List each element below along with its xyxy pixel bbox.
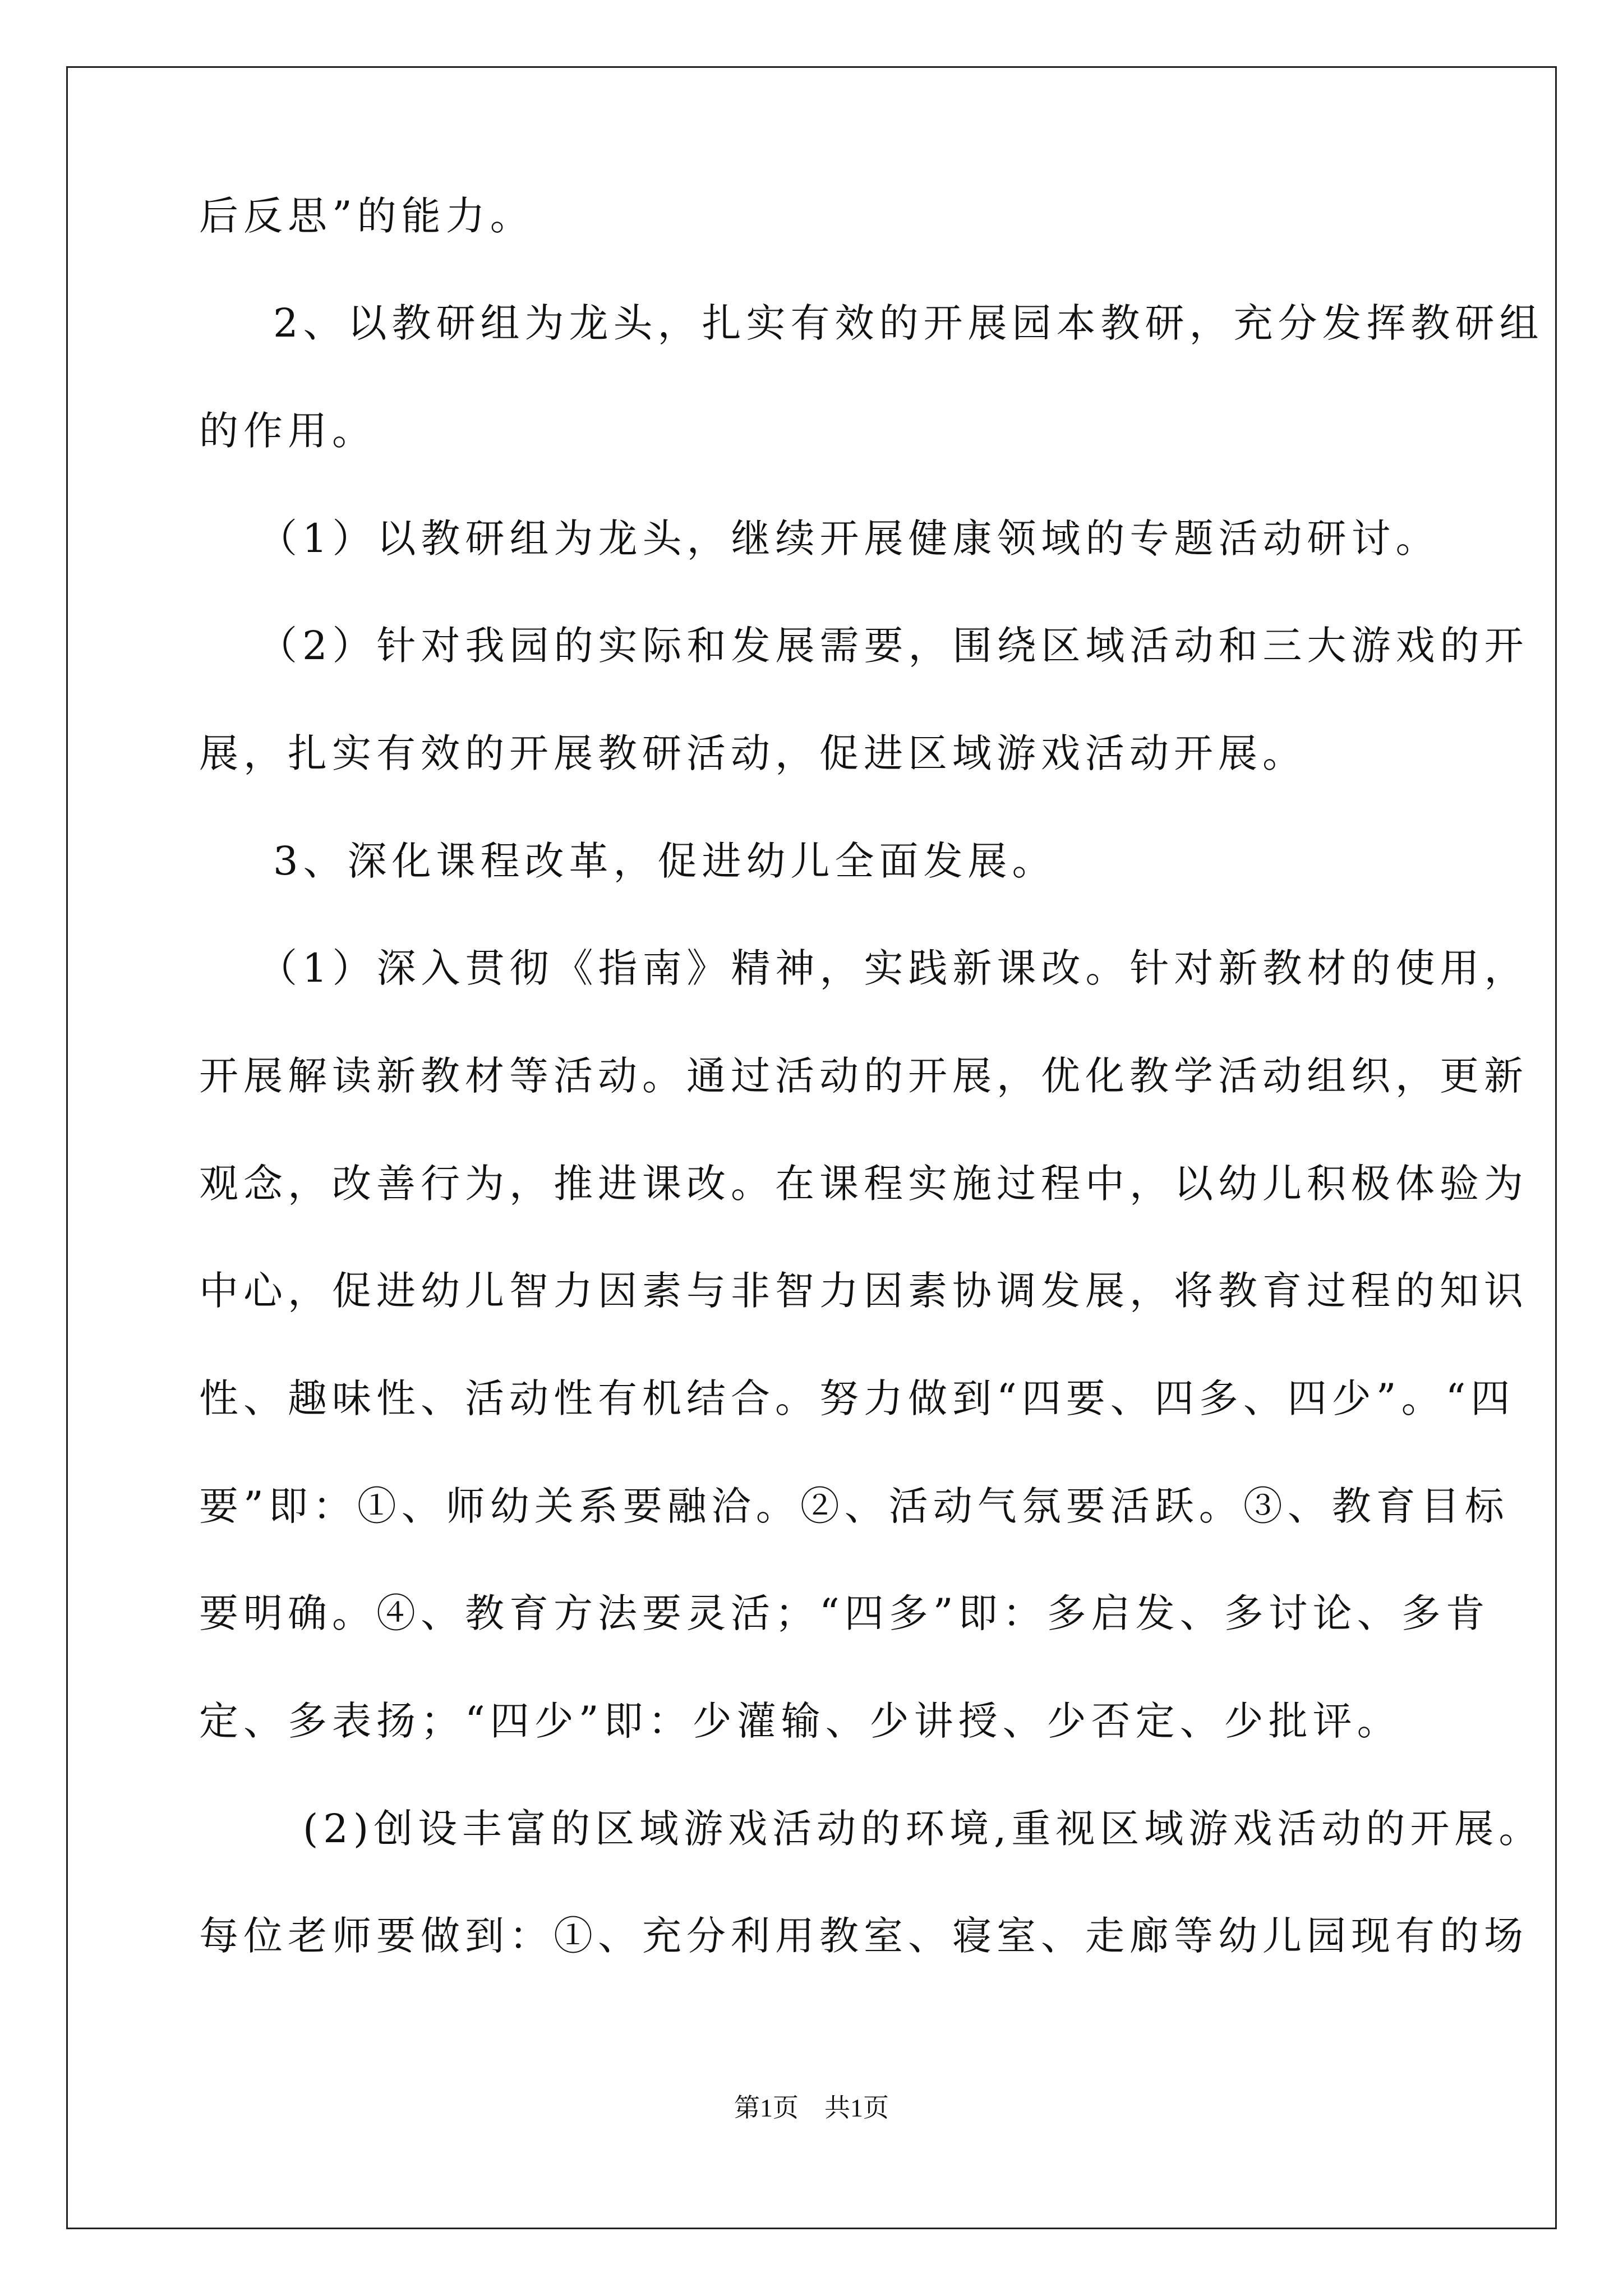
text-line: 定、多表扬；“四少”即：少灌输、少讲授、少否定、少批评。 (199, 1698, 1401, 1744)
page-border (66, 66, 1557, 2229)
text-line: 展，扎实有效的开展教研活动，促进区域游戏活动开展。 (199, 730, 1307, 776)
text-line: （1）深入贯彻《指南》精神，实践新课改。针对新教材的使用， (258, 945, 1529, 991)
text-line: （2）针对我园的实际和发展需要，围绕区域活动和三大游戏的开 (258, 623, 1529, 669)
text-line: (2)创设丰富的区域游戏活动的环境,重视区域游戏活动的开展。 (303, 1806, 1543, 1852)
text-line: 要”即：①、师幼关系要融洽。②、活动气氛要活跃。③、教育目标 (199, 1483, 1509, 1529)
text-line: 每位老师要做到：①、充分利用教室、寝室、走廊等幼儿园现有的场 (199, 1913, 1528, 1959)
text-line: 2、以教研组为龙头，扎实有效的开展园本教研，充分发挥教研组 (273, 300, 1544, 346)
text-line: 3、深化课程改革，促进幼儿全面发展。 (273, 838, 1057, 884)
text-line: 中心，促进幼儿智力因素与非智力因素协调发展，将教育过程的知识 (199, 1268, 1528, 1314)
text-line: 性、趣味性、活动性有机结合。努力做到“四要、四多、四少”。“四 (199, 1375, 1515, 1421)
text-line: （1）以教研组为龙头，继续开展健康领域的专题活动研讨。 (258, 516, 1440, 562)
text-line: 的作用。 (199, 408, 376, 454)
text-line: 开展解读新教材等活动。通过活动的开展，优化教学活动组织，更新 (199, 1053, 1528, 1099)
page-number-footer: 第1页 共1页 (734, 2093, 889, 2122)
text-line: 观念，改善行为，推进课改。在课程实施过程中，以幼儿积极体验为 (199, 1161, 1528, 1207)
text-line: 后反思”的能力。 (199, 193, 534, 239)
text-line: 要明确。④、教育方法要灵活；“四多”即：多启发、多讨论、多肯 (199, 1590, 1490, 1636)
